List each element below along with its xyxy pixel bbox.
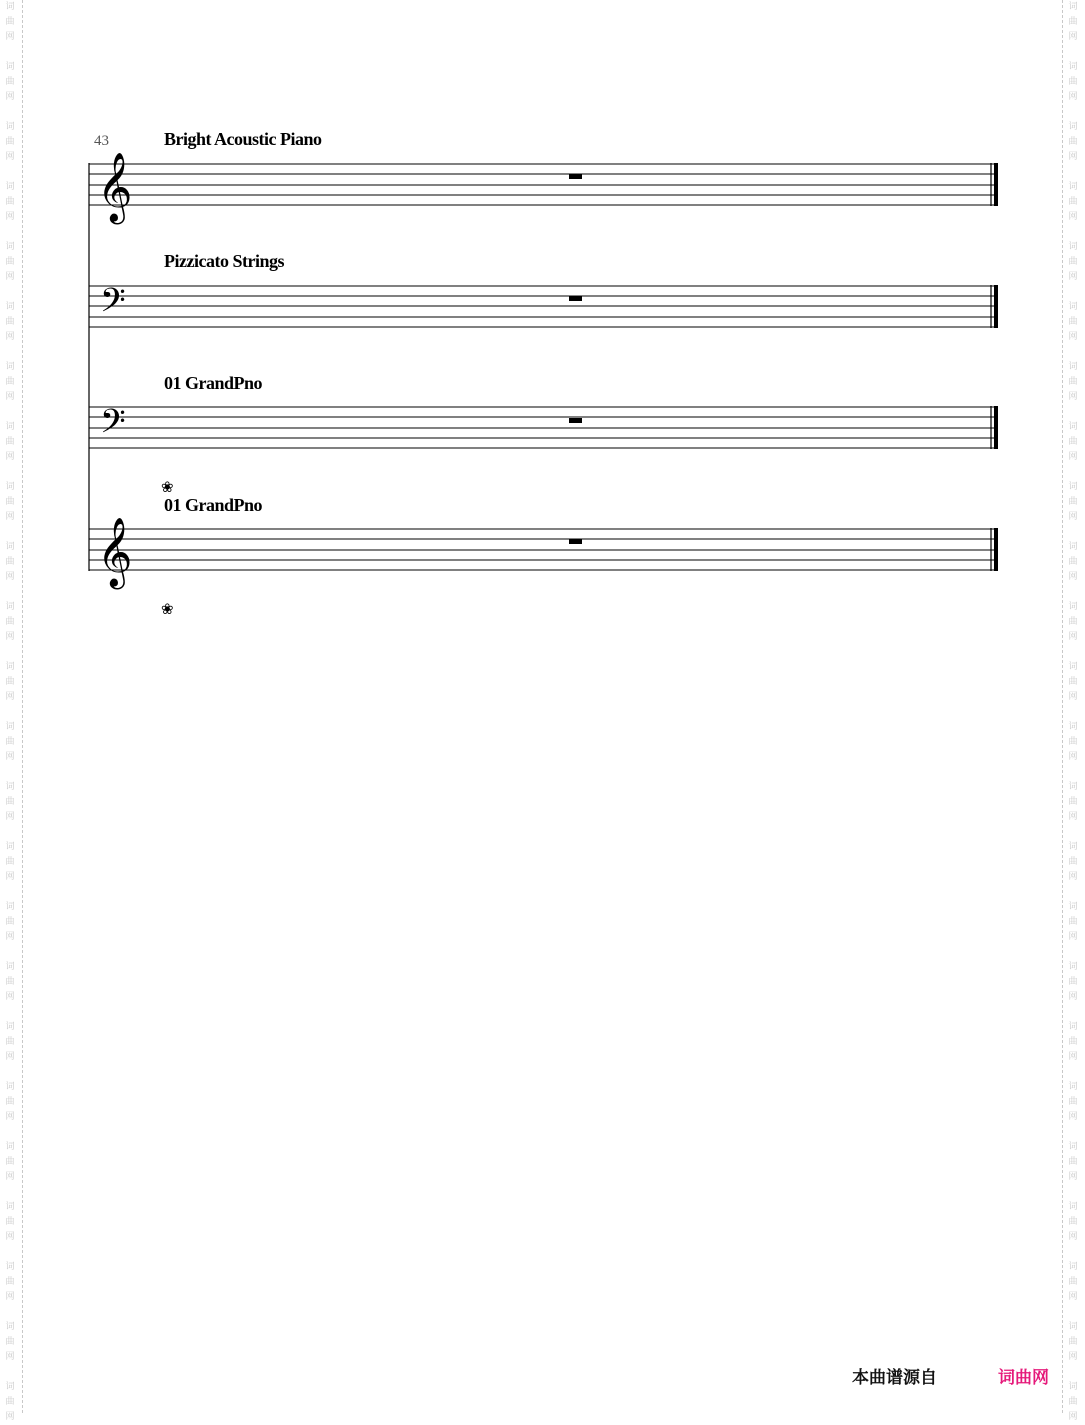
staff [89,517,998,589]
margin-watermark-stamp: 词 曲 网 [1068,662,1078,702]
margin-watermark-stamp: 词 曲 网 [5,962,15,1002]
instrument-label: Bright Acoustic Piano [164,129,322,149]
instrument-label: 01 GrandPno [164,495,263,515]
margin-watermark-stamp: 词 曲 网 [1068,182,1078,222]
staff [89,282,998,328]
margin-watermark-stamp: 词 曲 网 [1068,482,1078,522]
margin-watermark-stamp: 词 曲 网 [1068,362,1078,402]
margin-watermark-stamp: 词 曲 网 [1068,842,1078,882]
margin-watermark-stamp: 词 曲 网 [5,542,15,582]
whole-rest [569,418,582,423]
margin-watermark-stamp: 词 曲 网 [5,1322,15,1362]
margin-watermark-stamp: 词 曲 网 [5,302,15,342]
treble-clef-icon: 𝄞 [97,517,133,587]
staff-lines [89,286,998,327]
margin-watermark-stamp: 词 曲 网 [5,242,15,282]
measure-number: 43 [94,133,109,149]
margin-watermark-stamp: 词 曲 网 [5,602,15,642]
margin-watermark-stamp: 词 曲 网 [5,1202,15,1242]
whole-rest [569,539,582,544]
margin-watermark-stamp: 词 曲 网 [1068,242,1078,282]
margin-watermark-stamp: 词 曲 网 [1068,962,1078,1002]
margin-watermark-stamp: 词 曲 网 [5,1382,15,1422]
staff-lines [89,164,998,205]
margin-watermark-stamp: 词 曲 网 [5,422,15,462]
margin-watermark-stamp: 词 曲 网 [1068,1082,1078,1122]
margin-watermark-stamp: 词 曲 网 [5,482,15,522]
margin-watermark-stamp: 词 曲 网 [5,362,15,402]
whole-rest [569,174,582,179]
margin-watermark-stamp: 词 曲 网 [5,722,15,762]
margin-watermark-stamp: 词 曲 网 [5,662,15,702]
margin-watermark-stamp: 词 曲 网 [5,1142,15,1182]
margin-watermark-stamp: 词 曲 网 [1068,902,1078,942]
margin-watermark-stamp: 词 曲 网 [1068,2,1078,42]
segno-icon: ❀ [161,478,174,496]
margin-watermark-stamp: 词 曲 网 [5,182,15,222]
instrument-label: Pizzicato Strings [164,251,284,271]
margin-watermark-stamp: 词 曲 网 [1068,122,1078,162]
whole-rest [569,296,582,301]
margin-watermark-stamp: 词 曲 网 [5,1262,15,1302]
margin-watermark-stamp: 词 曲 网 [5,902,15,942]
margin-watermark-stamp: 词 曲 网 [5,62,15,102]
margin-watermark-stamp: 词 曲 网 [1068,302,1078,342]
margin-watermark-stamp: 词 曲 网 [1068,602,1078,642]
margin-watermark-stamp: 词 曲 网 [1068,422,1078,462]
source-attribution-text: 本曲谱源自 [852,1368,937,1388]
treble-clef-icon: 𝄞 [97,152,133,222]
margin-watermark-stamp: 词 曲 网 [1068,542,1078,582]
margin-watermark-stamp: 词 曲 网 [5,842,15,882]
margin-watermark-stamp: 词 曲 网 [1068,1382,1078,1422]
margin-watermark-stamp: 词 曲 网 [1068,1202,1078,1242]
staff [89,152,998,224]
margin-watermark-stamp: 词 曲 网 [1068,62,1078,102]
margin-watermark-stamp: 词 曲 网 [5,782,15,822]
margin-watermark-stamp: 词 曲 网 [1068,722,1078,762]
bass-clef-icon: 𝄢 [100,403,126,449]
site-name-link[interactable]: 词曲网 [998,1368,1049,1388]
margin-watermark-stamp: 词 曲 网 [5,122,15,162]
staff-lines [89,407,998,448]
margin-watermark-stamp: 词 曲 网 [5,1082,15,1122]
margin-watermark-stamp: 词 曲 网 [5,1022,15,1062]
margin-watermark-stamp: 词 曲 网 [1068,1022,1078,1062]
margin-watermark-stamp: 词 曲 网 [1068,1262,1078,1302]
margin-watermark-stamp: 词 曲 网 [1068,1322,1078,1362]
bass-clef-icon: 𝄢 [100,282,126,328]
instrument-label: 01 GrandPno [164,373,263,393]
margin-watermark-stamp: 词 曲 网 [5,2,15,42]
margin-watermark-stamp: 词 曲 网 [1068,1142,1078,1182]
staff-lines [89,529,998,570]
staff [89,403,998,449]
segno-icon: ❀ [161,600,174,618]
margin-watermark-stamp: 词 曲 网 [1068,782,1078,822]
